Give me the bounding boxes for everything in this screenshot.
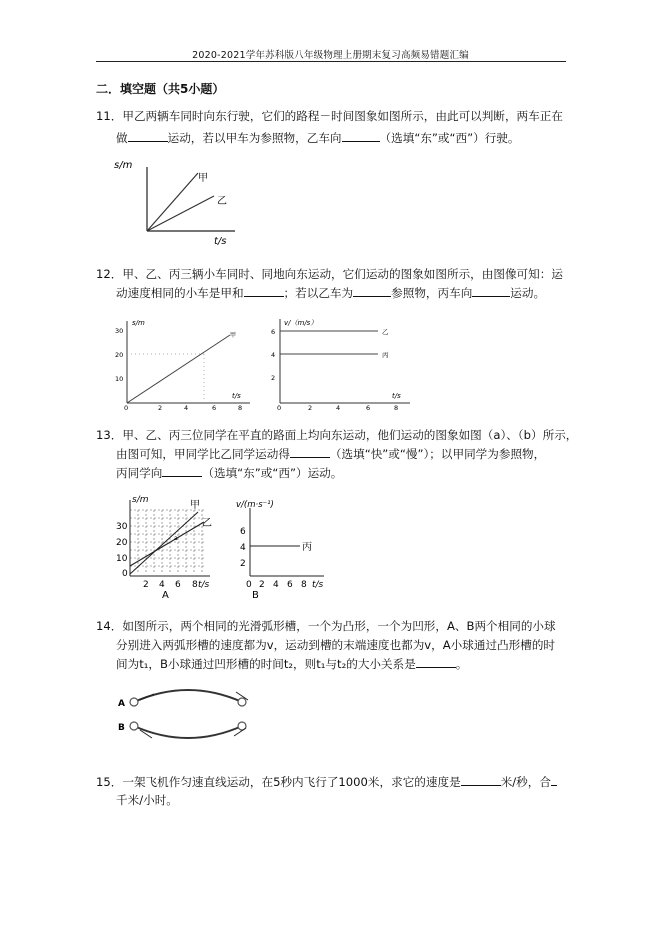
q11-number: 11．: [96, 109, 123, 123]
q12a-xtick-6: 6: [212, 404, 217, 412]
q11-text1: 甲乙两辆车同时向东行驶，它们的路程－时间图象如图所示，由此可以判断，两车正在: [122, 109, 563, 123]
q11-text2a: 做: [116, 131, 128, 145]
q11-text2c: （选填“东”或“西”）行驶。: [379, 131, 520, 145]
q11-blank1[interactable]: [128, 130, 168, 142]
q14-line1: [96, 618, 556, 634]
q14-ball-b-start: [130, 722, 138, 730]
section-title: 二．填空题（共5小题）: [96, 82, 225, 96]
q12-text1: 甲、乙、丙三辆小车同时、同地向东运动，它们运动的图象如图所示，由图像可知：运: [122, 267, 563, 281]
q13b-xtick-4: 4: [273, 580, 279, 590]
q12-line1: [96, 266, 563, 282]
q11-line1: [96, 108, 563, 124]
q12-blank3[interactable]: [472, 285, 510, 297]
q12b-xtick-2: 2: [308, 404, 313, 412]
q12a-xtick-8: 8: [238, 404, 243, 412]
q15-blank2[interactable]: [551, 774, 557, 786]
q13-line3: [116, 465, 342, 481]
q11-st-graph: [110, 155, 240, 247]
q13b-caption: B: [252, 590, 259, 600]
q12-blank1[interactable]: [244, 285, 284, 297]
q13-blank2[interactable]: [162, 465, 202, 477]
q12a-ytick-30: 30: [115, 327, 124, 335]
q14-line3: [116, 656, 467, 672]
q15-line2: 千米/小时。: [116, 793, 178, 807]
q13a-ylabel: s/m: [132, 495, 149, 505]
q13a-ytick-10: 10: [116, 554, 128, 564]
q12a-ytick-20: 20: [115, 351, 124, 359]
q13a-ytick-20: 20: [116, 538, 128, 548]
q12-blank2[interactable]: [353, 285, 391, 297]
q13b-label-bing: 丙: [302, 542, 312, 553]
q11-ylabel: s/m: [114, 160, 133, 171]
q14-ball-a-end: [238, 698, 246, 706]
q12a-xtick-4: 4: [184, 404, 189, 412]
q12-text2a: 动速度相同的小车是甲和: [116, 286, 244, 300]
q12-line2: [116, 285, 545, 301]
q14-text1: 如图所示，两个相同的光滑弧形槽，一个为凸形，一个为凹形，A、B两个相同的小球: [122, 619, 556, 633]
q13-chart-a: [112, 494, 230, 600]
q12-text2b: ；若以乙车为: [283, 286, 354, 300]
q14-text3b: 。: [455, 657, 468, 671]
q12b-xtick-4: 4: [336, 404, 341, 412]
q13-text2b: （选填“快”或“慢”）；以甲同学为参照物，: [329, 447, 546, 461]
q13a-label-jia: 甲: [190, 500, 200, 511]
q13-blank1[interactable]: [290, 446, 330, 458]
q11-line-yi-label: 乙: [217, 196, 227, 207]
q13a-caption: A: [162, 590, 169, 600]
q14-blank1[interactable]: [416, 656, 456, 668]
q15-blank1[interactable]: [461, 774, 501, 786]
q13a-xlabel: t/s: [198, 580, 210, 590]
q11-blank2[interactable]: [342, 130, 380, 142]
q15-number: 15．: [96, 775, 123, 789]
q12-text2d: 运动。: [510, 286, 546, 300]
q12a-line-label: 甲: [230, 332, 237, 339]
q13b-ylabel: v/(m·s⁻¹): [236, 500, 274, 510]
q14-label-b: B: [118, 723, 125, 733]
q13b-xtick-2: 2: [259, 580, 265, 590]
q12b-xtick-0: 0: [277, 404, 282, 412]
q13b-ytick-6: 6: [240, 527, 246, 537]
q13b-xtick-6: 6: [287, 580, 293, 590]
q12b-ylabel: v/（m/s）: [284, 319, 318, 327]
q15-text1b: 米/秒，合: [500, 775, 551, 789]
q13a-xtick-2: 2: [143, 580, 149, 590]
q12b-label-yi: 乙: [382, 328, 389, 336]
q13b-ytick-2: 2: [240, 559, 246, 569]
q13a-label-yi: 乙: [202, 518, 212, 529]
header-rule: [96, 61, 566, 62]
q13a-xtick-8: 8: [192, 580, 198, 590]
q12a-xlabel: t/s: [232, 392, 241, 400]
q13-number: 13．: [96, 428, 123, 442]
q14-groove-diagram: [112, 684, 262, 756]
q12-chart-a: [112, 313, 252, 413]
q12b-xtick-8: 8: [394, 404, 399, 412]
q13a-ytick-30: 30: [116, 522, 128, 532]
q13-text3a: 丙同学向: [116, 466, 163, 480]
q12a-xtick-0: 0: [124, 404, 129, 412]
q13a-mark: a: [174, 535, 178, 542]
q12b-label-bing: 丙: [382, 351, 389, 359]
q13b-xtick-0: 0: [246, 580, 252, 590]
q13-text1: 甲、乙、丙三位同学在平直的路面上均向东运动，他们运动的图象如图（a）、（b）所示，: [122, 428, 578, 442]
q12b-ytick-6: 6: [271, 328, 276, 336]
q13-text3b: （选填“东”或“西”）运动。: [202, 466, 343, 480]
q12a-xtick-2: 2: [158, 404, 163, 412]
q13a-xtick-4: 4: [159, 580, 165, 590]
q14-line2: 分别进入两弧形槽的速度都为v，运动到槽的末端速度也都为v，A小球通过凸形槽的时: [116, 638, 556, 652]
q13-line1: [96, 427, 577, 443]
q13-text2a: 由图可知，甲同学比乙同学运动得: [116, 447, 290, 461]
q12-chart-b: [268, 313, 413, 413]
q12a-ylabel: s/m: [132, 319, 145, 327]
q13a-xtick-6: 6: [175, 580, 181, 590]
q12b-xlabel: t/s: [392, 392, 401, 400]
q13-chart-b: [232, 494, 342, 600]
q11-xlabel: t/s: [214, 236, 227, 247]
q13b-xlabel: t/s: [312, 580, 324, 590]
q15-line1: [96, 774, 557, 790]
q14-ball-a-start: [130, 698, 138, 706]
q14-label-a: A: [118, 699, 125, 709]
q13b-xtick-8: 8: [301, 580, 307, 590]
page-header: 2020-2021学年苏科版八年级物理上册期末复习高频易错题汇编: [192, 50, 469, 61]
q14-text3a: 间为t₁，B小球通过凹形槽的时间t₂，则t₁与t₂的大小关系是: [116, 657, 416, 671]
q11-line2: [116, 130, 520, 146]
q12b-ytick-2: 2: [271, 374, 276, 382]
q15-text1a: 一架飞机作匀速直线运动，在5秒内飞行了1000米，求它的速度是: [122, 775, 461, 789]
q12a-ytick-10: 10: [115, 375, 124, 383]
q11-line-jia-label: 甲: [198, 173, 208, 184]
q13b-ytick-4: 4: [240, 543, 246, 553]
q13a-ytick-0: 0: [122, 569, 128, 579]
q12-number: 12．: [96, 267, 123, 281]
q12-text2c: 参照物，丙车向: [391, 286, 473, 300]
q12b-xtick-6: 6: [366, 404, 371, 412]
q13-line2: [116, 446, 545, 462]
q12b-ytick-4: 4: [271, 351, 276, 359]
q14-number: 14．: [96, 619, 123, 633]
q14-arrow-a1: [140, 694, 154, 700]
q11-text2b: 运动，若以甲车为参照物，乙车向: [167, 131, 342, 145]
